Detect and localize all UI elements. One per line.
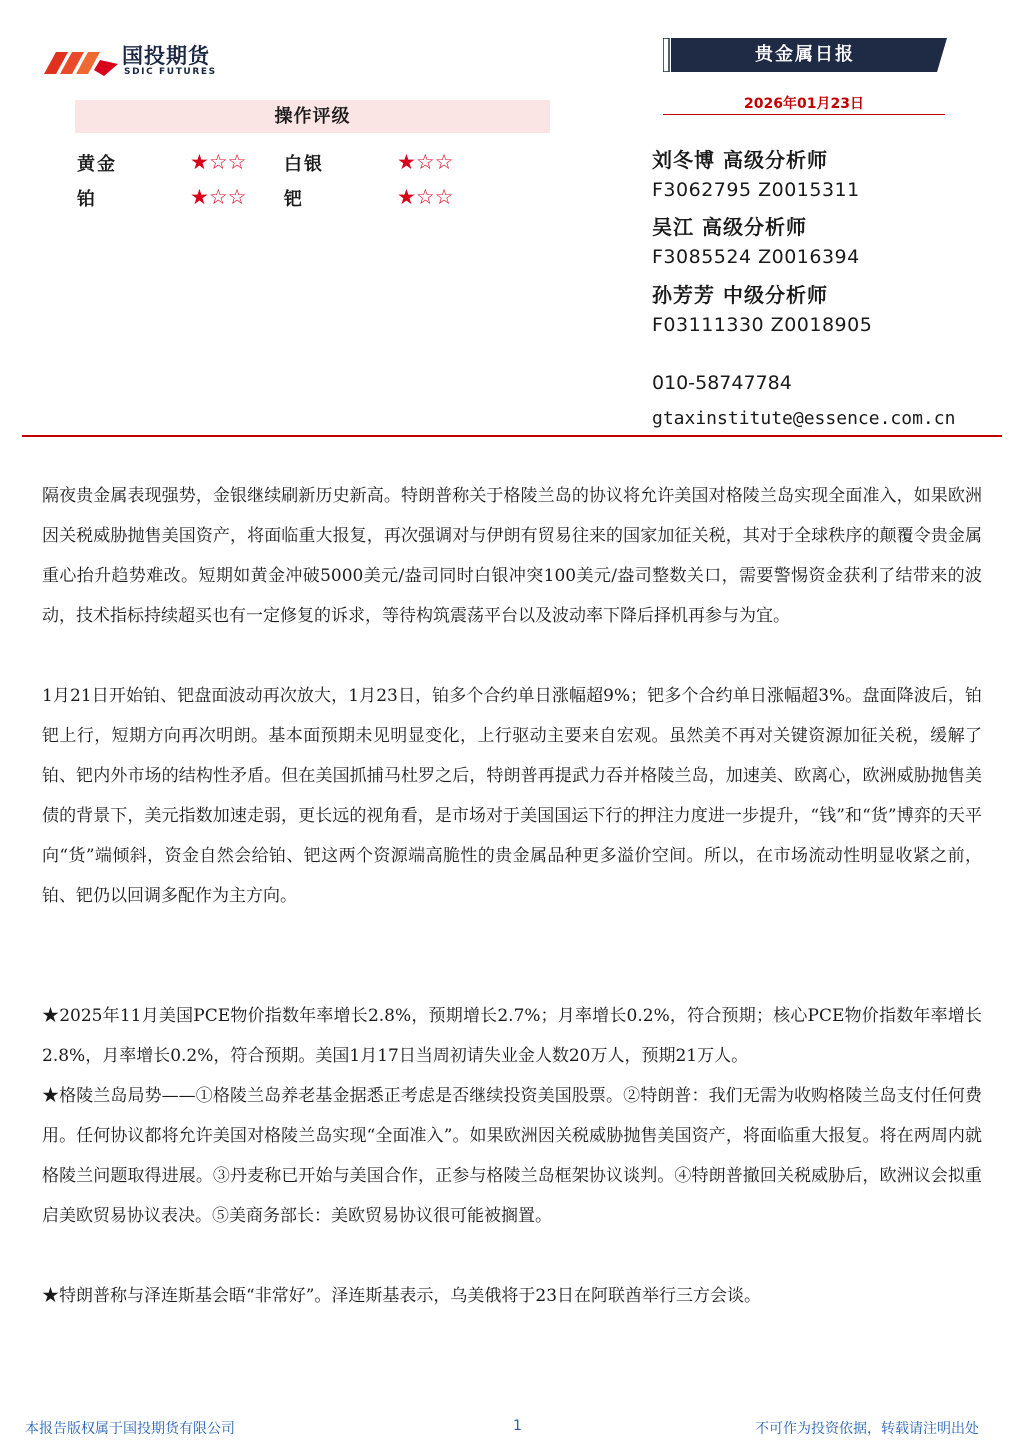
rating-metal-silver: 白银 — [284, 154, 324, 175]
rating-stars-silver — [397, 150, 453, 174]
paragraph-platinum-palladium: 1月21日开始铂、钯盘面波动再次放大，1月23日，铂多个合约单日涨幅超9%；钯多个合约单日涨幅超3%。盘面降波后，铂钯上行，短期方向再次明朗。基本面预期未见明显变化，上行驱动主要来自宏观。虽然美不再对关键资源加征关税，缓解了铂、钯内外市场的结构性矛盾。但在美国抓捕马杜罗之后，特朗普再提武力吞并格陵兰岛，加速美、欧离心，欧洲威胁抛售美债的背景下，美元指数加速走弱，更长远的视角看，是市场对于美国国运下行的押注力度进一步提升，“钱”和“货”博弈的天平向“货”端倾斜，资金自然会给铂、钯这两个资源端高脆性的贵金属品种更多溢价空间。所以，在市场流动性明显收紧之前，铂、钯仍以回调多配作为主方向。 — [42, 686, 982, 906]
star-empty-icon: ☆ — [434, 185, 454, 209]
rating-metal-platinum: 铂 — [77, 189, 97, 210]
header-divider — [22, 435, 1002, 437]
logo-mark-icon — [42, 44, 120, 78]
rating-stars-platinum — [190, 185, 246, 209]
analyst-2-ids: F3085524 Z0016394 — [652, 246, 860, 268]
report-type: 贵金属日报 — [755, 44, 855, 65]
date-divider — [663, 114, 945, 115]
star-filled-icon: ★ — [397, 150, 416, 174]
analyst-1-ids: F3062795 Z0015311 — [652, 179, 860, 201]
logo-name-cn: 国投期货 — [122, 44, 210, 68]
star-filled-icon: ★ — [190, 150, 209, 174]
star-empty-icon: ☆ — [415, 150, 435, 174]
analyst-2-name: 吴江 高级分析师 — [652, 215, 807, 239]
footer-disclaimer: 不可作为投资依据，转载请注明出处 — [755, 1421, 979, 1437]
star-filled-icon: ★ — [190, 185, 209, 209]
rating-stars-palladium — [397, 185, 453, 209]
report-date: 2026年01月23日 — [744, 96, 864, 112]
star-empty-icon: ☆ — [227, 150, 247, 174]
news-item-pce: ★2025年11月美国PCE物价指数年率增长2.8%，预期增长2.7%；月率增长0.2%，符合预期；核心PCE物价指数年率增长2.8%，月率增长0.2%，符合预期。美国1月17日当周初请失业金人数20万人，预期21万人。 — [42, 1006, 982, 1066]
rating-title: 操作评级 — [75, 100, 550, 133]
contact-phone: 010-58747784 — [652, 372, 792, 394]
news-item-greenland: ★格陵兰岛局势——①格陵兰岛养老基金据悉正考虑是否继续投资美国股票。②特朗普：我们无需为收购格陵兰岛支付任何费用。任何协议都将允许美国对格陵兰岛实现“全面准入”。如果欧洲因关税威胁抛售美国资产，将面临重大报复。将在两周内就格陵兰问题取得进展。③丹麦称已开始与美国合作，正参与格陵兰岛框架协议谈判。④特朗普撤回关税威胁后，欧洲议会拟重启美欧贸易协议表决。⑤美商务部长：美欧贸易协议很可能被搁置。 — [42, 1086, 982, 1226]
paragraph-gold-silver: 隔夜贵金属表现强势，金银继续刷新历史新高。特朗普称关于格陵兰岛的协议将允许美国对格陵兰岛实现全面准入，如果欧洲因关税威胁抛售美国资产，将面临重大报复，再次强调对与伊朗有贸易往来的国家加征关税，其对于全球秩序的颠覆令贵金属重心抬升趋势难改。短期如黄金冲破5000美元/盎司同时白银冲突100美元/盎司整数关口，需要警惕资金获利了结带来的波动，技术指标持续超买也有一定修复的诉求，等待构筑震荡平台以及波动率下降后择机再参与为宜。 — [42, 486, 982, 626]
page-number: 1 — [513, 1418, 522, 1434]
rating-metal-gold: 黄金 — [77, 154, 117, 175]
news-item-zelensky: ★特朗普称与泽连斯基会晤“非常好”。泽连斯基表示，乌美俄将于23日在阿联酋举行三方会谈。 — [42, 1286, 762, 1306]
report-type-banner — [663, 38, 947, 72]
analyst-3-ids: F03111330 Z0018905 — [652, 314, 873, 336]
analyst-1-name: 刘冬博 高级分析师 — [652, 148, 828, 172]
analyst-3-name: 孙芳芳 中级分析师 — [652, 283, 828, 307]
star-empty-icon: ☆ — [415, 185, 435, 209]
star-empty-icon: ☆ — [434, 150, 454, 174]
star-empty-icon: ☆ — [208, 185, 228, 209]
rating-stars-gold — [190, 150, 246, 174]
logo-name-en: SDIC FUTURES — [124, 67, 217, 77]
company-logo — [42, 44, 242, 78]
star-empty-icon: ☆ — [208, 150, 228, 174]
rating-metal-palladium: 钯 — [284, 189, 304, 210]
footer-copyright: 本报告版权属于国投期货有限公司 — [25, 1421, 235, 1437]
star-filled-icon: ★ — [397, 185, 416, 209]
contact-email[interactable]: gtaxinstitute@essence.com.cn — [652, 408, 956, 429]
star-empty-icon: ☆ — [227, 185, 247, 209]
